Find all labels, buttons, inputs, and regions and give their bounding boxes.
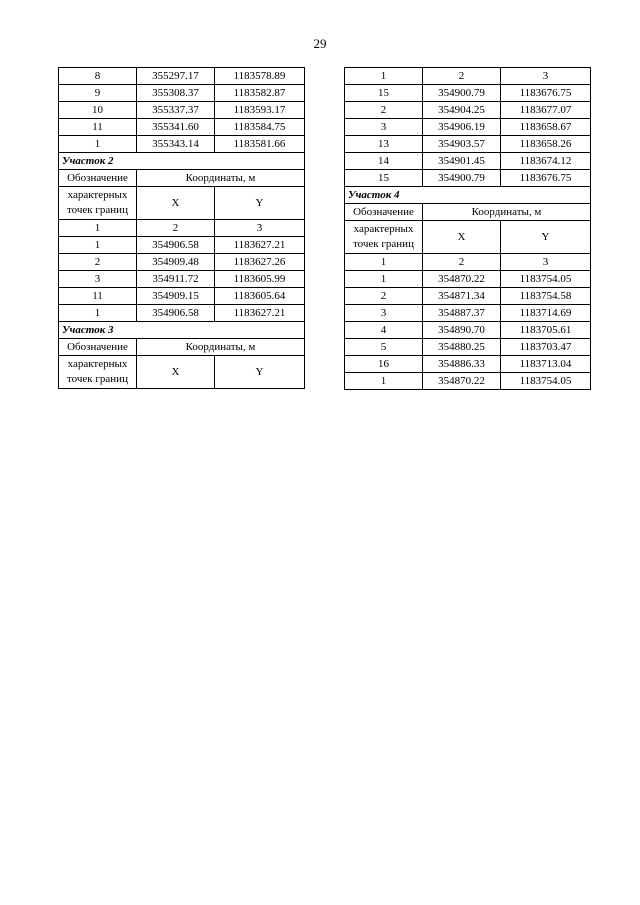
- coord-y: 1183578.89: [215, 68, 305, 85]
- coord-y: 1183676.75: [501, 85, 591, 102]
- coord-y: 1183605.99: [215, 271, 305, 288]
- coord-y: 1183627.26: [215, 254, 305, 271]
- table-row: [345, 339, 591, 356]
- point-id: 2: [345, 102, 423, 119]
- coord-y: 1183677.07: [501, 102, 591, 119]
- point-id: 2: [345, 288, 423, 305]
- coord-x: 354904.25: [423, 102, 501, 119]
- coord-x: 354880.25: [423, 339, 501, 356]
- coord-x: 354900.79: [423, 85, 501, 102]
- coord-x: 354870.22: [423, 271, 501, 288]
- coord-x: 354890.70: [423, 322, 501, 339]
- header-designation: Обозначение: [59, 170, 137, 187]
- coord-x: 354887.37: [423, 305, 501, 322]
- header-designation-cont: [59, 187, 137, 220]
- point-id: 14: [345, 153, 423, 170]
- coord-y: 1183593.17: [215, 102, 305, 119]
- table-row: [59, 271, 305, 288]
- column-number: 2: [423, 68, 501, 85]
- point-id: 15: [345, 85, 423, 102]
- header-designation: Обозначение: [345, 204, 423, 221]
- coord-x: 354871.34: [423, 288, 501, 305]
- coord-y: 1183658.26: [501, 136, 591, 153]
- table-row: [345, 102, 591, 119]
- coord-x: 354900.79: [423, 170, 501, 187]
- coord-y: 1183582.87: [215, 85, 305, 102]
- table-row: [59, 288, 305, 305]
- coord-x: 355343.14: [137, 136, 215, 153]
- header-line: характерных: [353, 223, 414, 235]
- table-row: [345, 373, 591, 390]
- table-row: [345, 356, 591, 373]
- table-row: [345, 271, 591, 288]
- coord-x: 354870.22: [423, 373, 501, 390]
- section-title: Участок 4: [345, 187, 591, 204]
- coord-y: 1183754.58: [501, 288, 591, 305]
- coord-y: 1183584.75: [215, 119, 305, 136]
- header-row: [59, 170, 305, 187]
- coord-x: 354903.57: [423, 136, 501, 153]
- point-id: 5: [345, 339, 423, 356]
- header-y: Y: [215, 356, 305, 389]
- point-id: 13: [345, 136, 423, 153]
- point-id: 1: [345, 373, 423, 390]
- coord-x: 354911.72: [137, 271, 215, 288]
- point-id: 15: [345, 170, 423, 187]
- table-row: [345, 136, 591, 153]
- header-x: X: [137, 187, 215, 220]
- coord-y: 1183581.66: [215, 136, 305, 153]
- coord-y: 1183703.47: [501, 339, 591, 356]
- section-title-row: [59, 153, 305, 170]
- column-number: 3: [501, 254, 591, 271]
- table-row: [59, 136, 305, 153]
- header-x: X: [137, 356, 215, 389]
- table-row: [345, 119, 591, 136]
- coord-y: 1183674.12: [501, 153, 591, 170]
- left-coordinates-table: [58, 67, 305, 389]
- header-x: X: [423, 221, 501, 254]
- table-row: [59, 102, 305, 119]
- coord-y: 1183705.61: [501, 322, 591, 339]
- header-line: точек границ: [67, 373, 128, 385]
- column-number: 1: [345, 68, 423, 85]
- header-designation-cont: [59, 356, 137, 389]
- coord-x: 354906.58: [137, 305, 215, 322]
- coord-x: 354886.33: [423, 356, 501, 373]
- numbering-row: [345, 254, 591, 271]
- coord-x: 355341.60: [137, 119, 215, 136]
- coord-x: 354906.19: [423, 119, 501, 136]
- coord-x: 355297.17: [137, 68, 215, 85]
- point-id: 8: [59, 68, 137, 85]
- section-title: Участок 3: [59, 322, 305, 339]
- table-row: [59, 305, 305, 322]
- table-row: [345, 153, 591, 170]
- table-row: [59, 85, 305, 102]
- table-row: [345, 322, 591, 339]
- header-line: характерных: [67, 358, 128, 370]
- coord-x: 354901.45: [423, 153, 501, 170]
- column-number: 3: [501, 68, 591, 85]
- header-row: [59, 187, 305, 220]
- section-title: Участок 2: [59, 153, 305, 170]
- column-number: 1: [59, 220, 137, 237]
- header-line: характерных: [67, 189, 128, 201]
- numbering-row: [345, 68, 591, 85]
- numbering-row: [59, 220, 305, 237]
- point-id: 10: [59, 102, 137, 119]
- point-id: 1: [59, 305, 137, 322]
- header-y: Y: [215, 187, 305, 220]
- header-y: Y: [501, 221, 591, 254]
- column-number: 2: [137, 220, 215, 237]
- coord-x: 355308.37: [137, 85, 215, 102]
- coord-y: 1183714.69: [501, 305, 591, 322]
- coord-x: 354909.15: [137, 288, 215, 305]
- table-row: [345, 85, 591, 102]
- point-id: 2: [59, 254, 137, 271]
- point-id: 3: [59, 271, 137, 288]
- point-id: 16: [345, 356, 423, 373]
- header-line: точек границ: [353, 238, 414, 250]
- point-id: 11: [59, 119, 137, 136]
- coord-y: 1183658.67: [501, 119, 591, 136]
- header-row: [59, 339, 305, 356]
- coord-x: 355337.37: [137, 102, 215, 119]
- right-coordinates-table: [344, 67, 591, 390]
- header-coordinates: Координаты, м: [137, 170, 305, 187]
- point-id: 4: [345, 322, 423, 339]
- header-coordinates: Координаты, м: [137, 339, 305, 356]
- point-id: 11: [59, 288, 137, 305]
- page-number: 29: [313, 36, 327, 51]
- table-row: [345, 305, 591, 322]
- header-coordinates: Координаты, м: [423, 204, 591, 221]
- coord-x: 354906.58: [137, 237, 215, 254]
- table-row: [345, 288, 591, 305]
- header-designation-cont: [345, 221, 423, 254]
- header-row: [345, 221, 591, 254]
- point-id: 9: [59, 85, 137, 102]
- coord-y: 1183627.21: [215, 305, 305, 322]
- coord-y: 1183676.75: [501, 170, 591, 187]
- point-id: 3: [345, 119, 423, 136]
- column-number: 2: [423, 254, 501, 271]
- coord-y: 1183627.21: [215, 237, 305, 254]
- coord-y: 1183713.04: [501, 356, 591, 373]
- table-row: [59, 68, 305, 85]
- section-title-row: [59, 322, 305, 339]
- point-id: 3: [345, 305, 423, 322]
- table-row: [59, 119, 305, 136]
- column-number: 3: [215, 220, 305, 237]
- coord-y: 1183754.05: [501, 373, 591, 390]
- header-row: [345, 204, 591, 221]
- column-number: 1: [345, 254, 423, 271]
- point-id: 1: [59, 136, 137, 153]
- header-designation: Обозначение: [59, 339, 137, 356]
- table-row: [59, 254, 305, 271]
- coord-y: 1183754.05: [501, 271, 591, 288]
- point-id: 1: [345, 271, 423, 288]
- point-id: 1: [59, 237, 137, 254]
- section-title-row: [345, 187, 591, 204]
- table-row: [345, 170, 591, 187]
- table-row: [59, 237, 305, 254]
- header-row: [59, 356, 305, 389]
- header-line: точек границ: [67, 204, 128, 216]
- coord-y: 1183605.64: [215, 288, 305, 305]
- coord-x: 354909.48: [137, 254, 215, 271]
